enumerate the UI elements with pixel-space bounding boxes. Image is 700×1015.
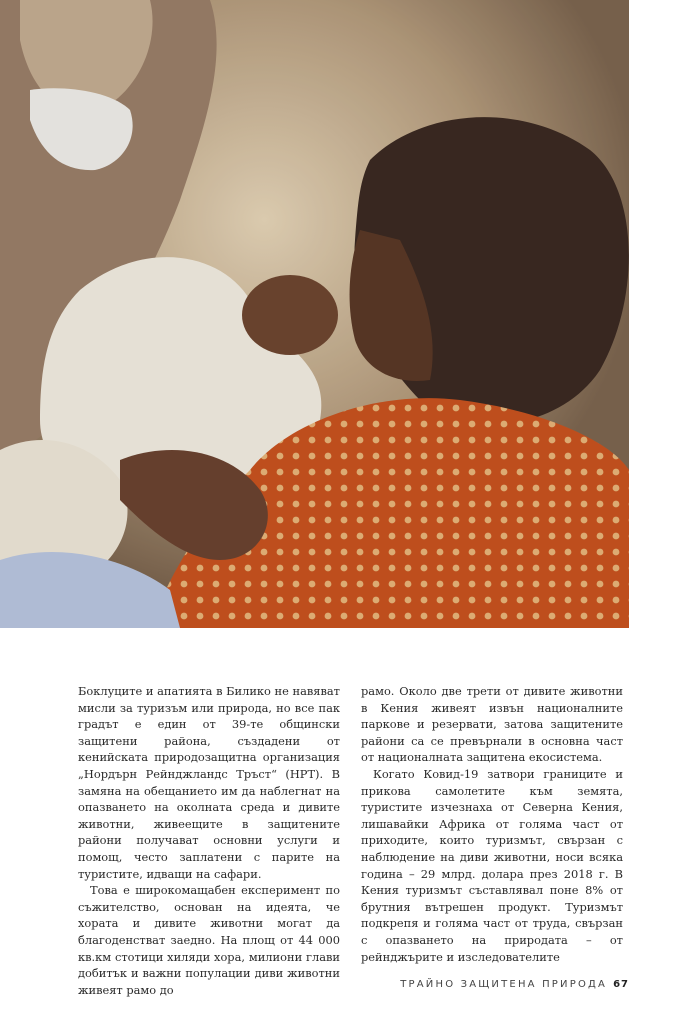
article-paragraph: Боклуците и апатията в Билико не навяват мисли за туризъм или природа, но все пак градът е един от 39-те общински защитени района, създадени от кенийската природозащитна организация „Нордърн Рейнджландс Тръст“ (НРТ). В замяна на обещанието им да наблегнат на опазването на околната среда и дивите животни, живеещите в защитените райони получават основни услуги и помощ, често заплатени с парите на туристите, идващи на сафари.	[78, 684, 340, 881]
article-right-column	[361, 683, 623, 965]
article-paragraph: Това е широкомащабен експеримент по съжителство, основан на идеята, че хората и дивите животни могат да благоденстват заедно. На площ от 44 000 кв.км стотици хиляди хора, милиони глави добитък и важни популации диви животни живеят рамо до	[78, 883, 340, 997]
section-title: ТРАЙНО ЗАЩИТЕНА ПРИРОДА	[400, 979, 608, 990]
article-left-column	[78, 683, 340, 998]
page-number: 67	[613, 979, 629, 990]
article-paragraph: Когато Ковид-19 затвори границите и прикова самолетите към земята, туристите изчезнаха от Северна Кения, лишавайки Африка от голяма част от приходите, които туризмът, свързан с наблюдение на диви животни, носи всяка година – 29 млрд. долара през 2018 г. В Кения туризмът съставлявал поне 8% от брутния вътрешен продукт. Туризмът подкрепя и голяма част от труда, свързан с опазването на природата – от рейнджърите и изследователите	[361, 766, 623, 964]
page-footer	[400, 979, 629, 990]
article-paragraph: рамо. Около две трети от дивите животни в Кения живеят извън националните паркове и резервати, затова защитените райони са се превърнали в основна част от националната защитена екосистема.	[361, 684, 623, 765]
